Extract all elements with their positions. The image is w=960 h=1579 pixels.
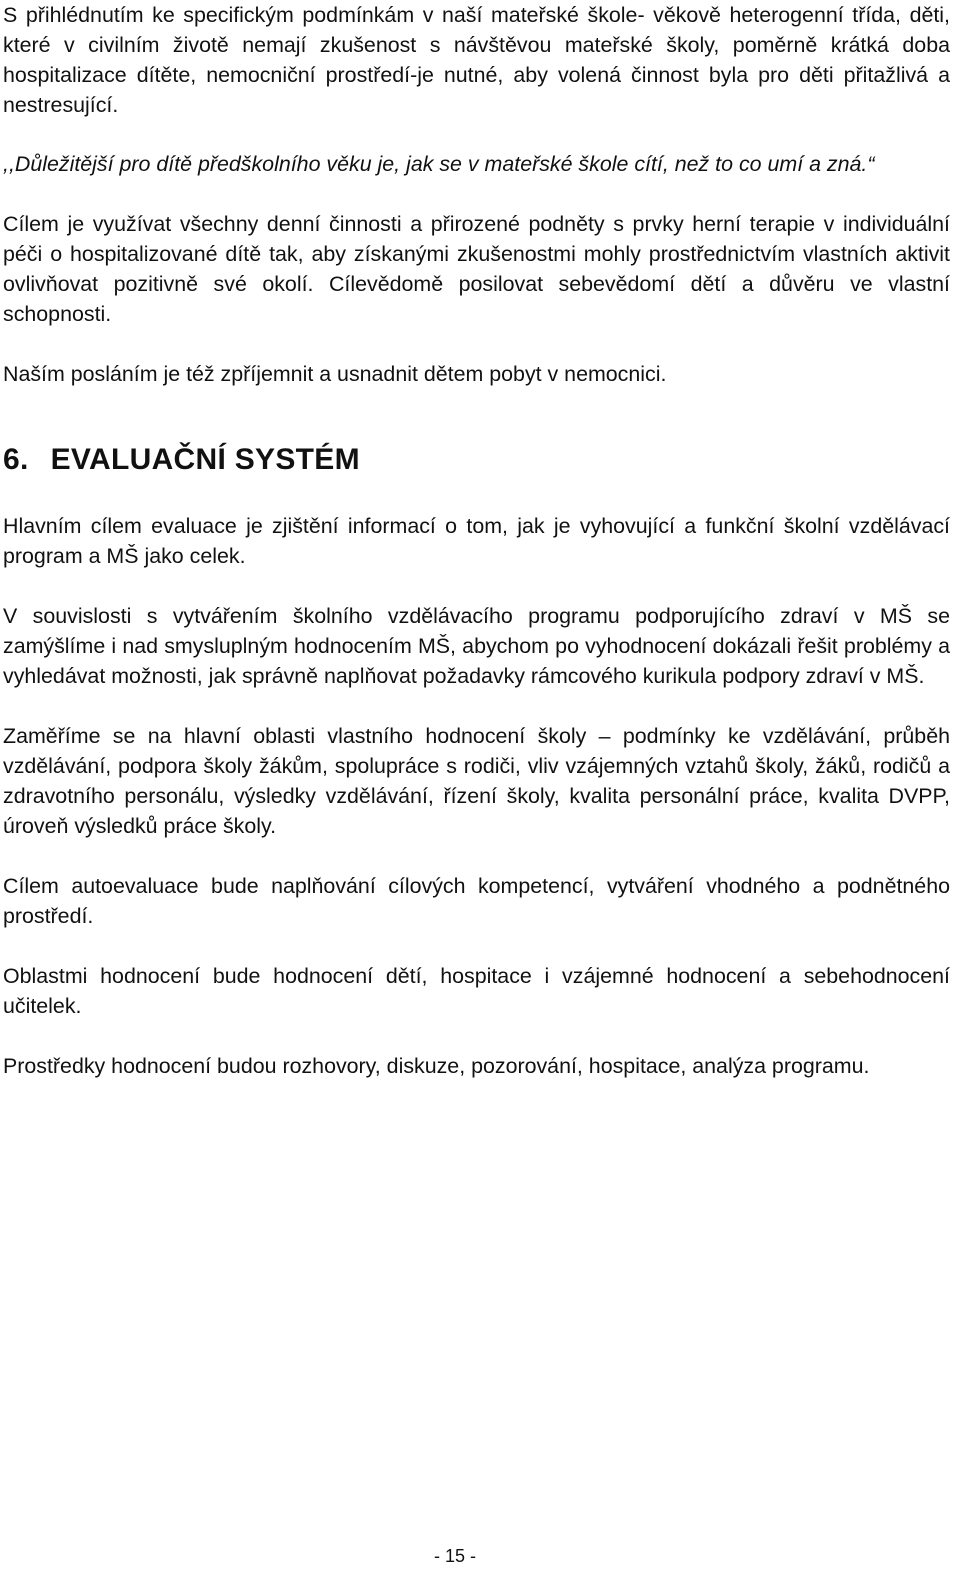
goal-paragraph: Cílem je využívat všechny denní činnosti a přirozené podněty s prvky herní terapie v individuální péči o hospitalizované dítě tak, aby získanými zkušenostmi mohly prostřednictvím vlastních aktivit ovlivňovat pozitivně své okolí. Cílevědomě posilovat sebevědomí dětí a důvěru ve vlastní schopnosti. [3,212,950,326]
evaluation-goal-paragraph: Hlavním cílem evaluace je zjištění informací o tom, jak je vyhovující a funkční školní vzdělávací program a MŠ jako celek. [3,514,950,568]
quote-paragraph: ,,Důležitější pro dítě předškolního věku je, jak se v mateřské škole cítí, než to co umí a zná.“ [3,152,875,176]
evaluation-means-paragraph: Prostředky hodnocení budou rozhovory, diskuze, pozorování, hospitace, analýza programu. [3,1054,870,1078]
section-heading [3,435,950,485]
evaluation-domains-paragraph: Oblastmi hodnocení bude hodnocení dětí, hospitace i vzájemné hodnocení a sebehodnocení učitelek. [3,964,950,1018]
evaluation-context-paragraph: V souvislosti s vytvářením školního vzdělávacího programu podporujícího zdraví v MŠ se zamýšlíme i nad smysluplným hodnocením MŠ, abychom po vyhodnocení dokázali řešit problémy a vyhledávat možnosti, jak správně naplňovat požadavky rámcového kurikula podpory zdraví v MŠ. [3,604,950,688]
evaluation-areas-paragraph: Zaměříme se na hlavní oblasti vlastního hodnocení školy – podmínky ke vzdělávání, průběh vzdělávání, podpora školy žákům, spolupráce s rodiči, vliv vzájemných vztahů školy, žáků, rodičů a zdravotního personálu, výsledky vzdělávání, řízení školy, kvalita personální práce, kvalita DVPP, úroveň výsledků práce školy. [3,724,950,838]
autoevaluation-goal-paragraph: Cílem autoevaluace bude naplňování cílových kompetencí, vytváření vhodného a podnětného prostředí. [3,874,950,928]
page-content [3,0,950,1081]
section-number: 6. [3,443,29,476]
intro-paragraph: S přihlédnutím ke specifickým podmínkám v naší mateřské škole- věkově heterogenní třída, děti, které v civilním životě nemají zkušenost s návštěvou mateřské školy, poměrně krátká doba hospitalizace dítěte, nemocniční prostředí-je nutné, aby volená činnost byla pro děti přitažlivá a nestresující. [3,3,950,117]
page-number: - 15 - [433,1546,476,1566]
section-title: EVALUAČNÍ SYSTÉM [50,443,360,476]
mission-paragraph: Naším posláním je též zpříjemnit a usnadnit dětem pobyt v nemocnici. [3,362,667,386]
